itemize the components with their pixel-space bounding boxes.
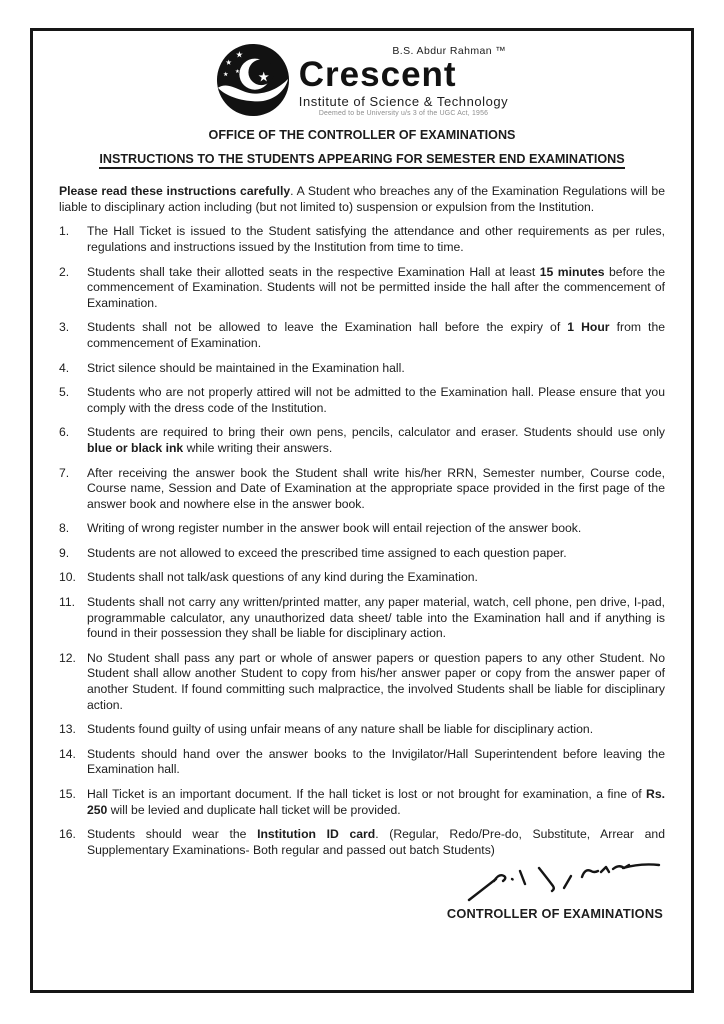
instruction-item xyxy=(59,595,665,642)
item-number: 16. xyxy=(59,827,76,842)
item-text: Students shall not be allowed to leave the Examination hall before the expiry of 1 Hour from the commencement of Examination. xyxy=(87,320,665,350)
item-text: After receiving the answer book the Student shall write his/her RRN, Semester number, Course code, Course name, Session and Date of Examination at the appropriate space provided in the first page of the answer book and nowhere else in the answer book. xyxy=(87,465,665,511)
instruction-item xyxy=(59,425,665,456)
instruction-item xyxy=(59,320,665,351)
item-text: Students who are not properly attired will not be admitted to the Examination hall. Please ensure that you comply with the dress code of the Institution. xyxy=(87,385,665,415)
item-text: The Hall Ticket is issued to the Student satisfying the attendance and other requirements as per rules, regulations and instructions issued by the Institution from time to time. xyxy=(87,224,665,254)
instruction-item xyxy=(59,546,665,562)
instruction-item xyxy=(59,787,665,818)
instructions-list xyxy=(59,224,665,858)
item-number: 14. xyxy=(59,746,76,761)
item-number: 10. xyxy=(59,570,76,585)
instruction-item xyxy=(59,521,665,537)
item-text: Students shall not carry any written/printed matter, any paper material, watch, cell phone, pen drive, I-pad, programmable calculator, any unauthorized data sheet/ table into the Examination hall and if anything is found in their possession they shall be liable for disciplinary action. xyxy=(87,595,665,641)
brand-name: Crescent xyxy=(298,55,457,94)
item-text: Students found guilty of using unfair means of any nature shall be liable for disciplinary action. xyxy=(87,722,594,737)
item-text: Students are required to bring their own pens, pencils, calculator and eraser. Students should use only blue or black ink while writing their answers. xyxy=(87,425,665,455)
instructions-heading xyxy=(59,152,665,169)
item-number: 5. xyxy=(59,385,70,400)
brand-top-text: B.S. Abdur Rahman ™ xyxy=(392,45,507,57)
brand-block xyxy=(299,43,508,117)
signatory-label: CONTROLLER OF EXAMINATIONS xyxy=(446,906,663,922)
office-heading: OFFICE OF THE CONTROLLER OF EXAMINATIONS xyxy=(208,128,516,143)
item-text: Students should wear the Institution ID card. (Regular, Redo/Pre-do, Substitute, Arrear and Supplementary Examinations- Both regular and passed out batch Students) xyxy=(87,827,665,857)
brand-subtitle: Institute of Science & Technology xyxy=(298,93,509,109)
item-text: Students shall take their allotted seats in the respective Examination Hall at least 15 minutes before the commencement of Examination. Students will not be permitted inside the hall after the commencement of Examination. xyxy=(87,264,666,310)
instruction-item xyxy=(59,385,665,416)
brand-tagline: Deemed to be University u/s 3 of the UGC Act, 1956 xyxy=(318,110,489,118)
item-number: 1. xyxy=(59,224,70,239)
signature-icon xyxy=(463,862,663,904)
item-number: 12. xyxy=(59,650,76,665)
item-text: Writing of wrong register number in the answer book will entail rejection of the answer book. xyxy=(87,521,582,536)
crescent-moon-and-stars-emblem-icon xyxy=(216,43,290,117)
instruction-item xyxy=(59,722,665,738)
signature-block xyxy=(59,862,665,921)
item-number: 2. xyxy=(59,264,70,279)
item-text: Students should hand over the answer books to the Invigilator/Hall Superintendent before leaving the Examination hall. xyxy=(87,746,665,777)
instruction-item xyxy=(59,651,665,713)
item-number: 15. xyxy=(59,787,76,801)
item-number: 13. xyxy=(59,722,76,737)
instructions-heading-text: INSTRUCTIONS TO THE STUDENTS APPEARING FOR SEMESTER END EXAMINATIONS xyxy=(99,152,624,169)
item-number: 3. xyxy=(59,320,70,335)
item-number: 9. xyxy=(59,545,70,560)
item-number: 4. xyxy=(59,360,70,375)
instruction-item xyxy=(59,466,665,513)
document-sheet xyxy=(30,28,694,993)
instruction-item xyxy=(59,827,665,858)
item-text: Students shall not talk/ask questions of any kind during the Examination. xyxy=(87,570,478,585)
instruction-item xyxy=(59,224,665,255)
instruction-item xyxy=(59,570,665,586)
item-text: No Student shall pass any part or whole of answer papers or question papers to any other Student. No Student shall allow another Student to copy from his/her answer paper or copy from the answer paper of another Student. If found committing such malpractice, the involved Students shall be liable for disciplinary action. xyxy=(87,650,665,712)
item-number: 7. xyxy=(59,465,70,480)
instruction-item xyxy=(59,361,665,377)
item-text: Hall Ticket is an important document. If the hall ticket is lost or not brought for examination, a fine of Rs. 250 will be levied and duplicate hall ticket will be provided. xyxy=(87,787,665,817)
item-text: Students are not allowed to exceed the prescribed time assigned to each question paper. xyxy=(87,545,567,560)
instruction-item xyxy=(59,747,665,778)
instruction-item xyxy=(59,265,665,312)
item-number: 8. xyxy=(59,521,70,536)
intro-paragraph: Please read these instructions carefully. A Student who breaches any of the Examination Regulations will be liable to disciplinary action including (but not limited to) suspension or expulsion from the Institution. xyxy=(59,184,665,214)
letterhead xyxy=(59,43,665,117)
item-number: 6. xyxy=(59,425,70,440)
item-number: 11. xyxy=(59,595,76,610)
item-text: Strict silence should be maintained in the Examination hall. xyxy=(87,360,405,375)
